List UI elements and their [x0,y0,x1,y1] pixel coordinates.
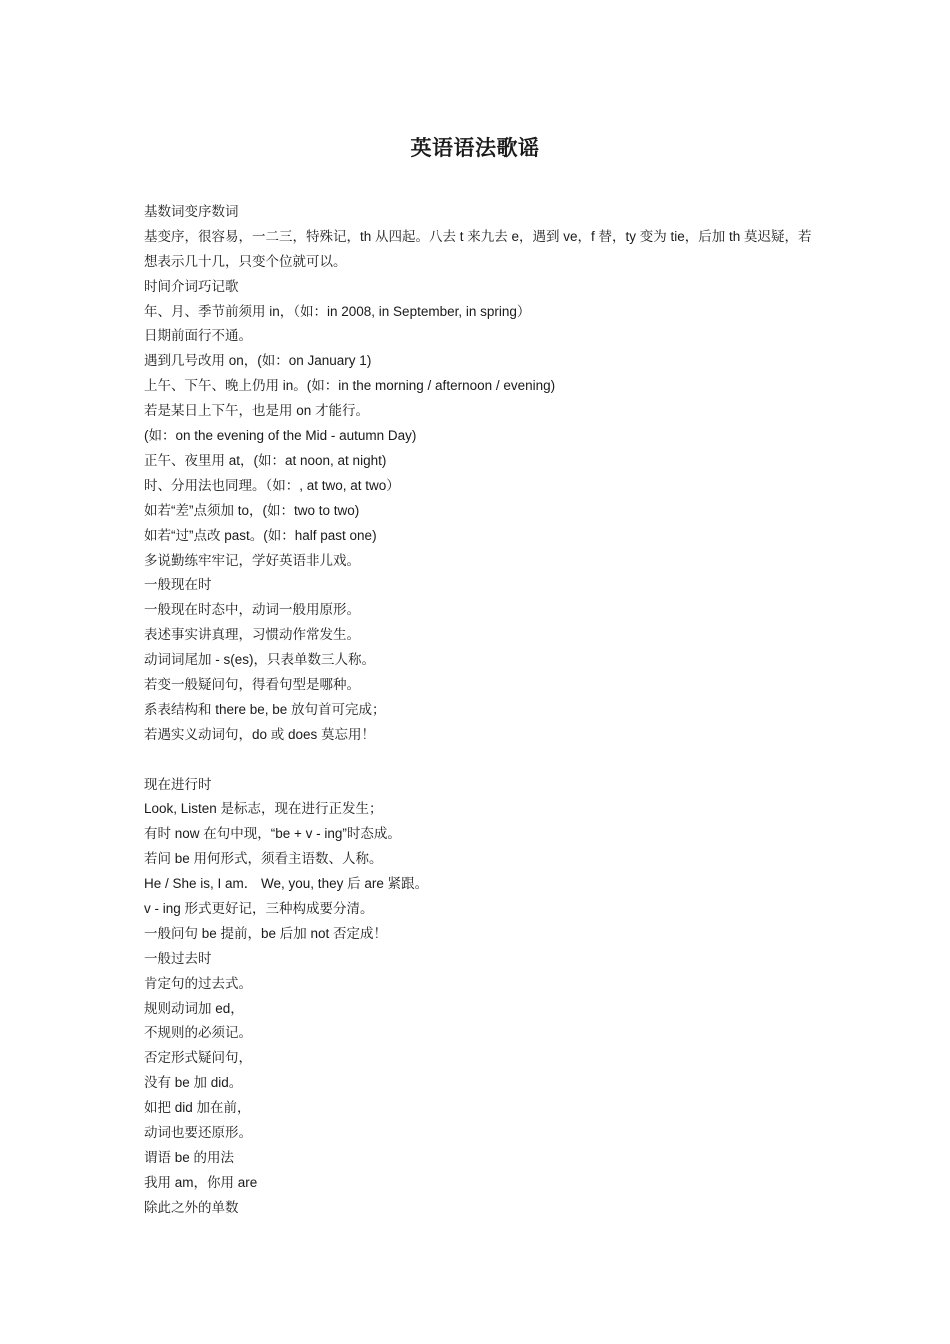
text-line: 日期前面行不通。 [144,328,252,344]
text-line: 正午、夜里用 at，(如：at noon, at night) [144,452,387,468]
text-line: 时、分用法也同理。（如：, at two, at two） [144,477,400,493]
text-line: 一般现在时 [144,577,212,593]
text-line: 肯定句的过去式。 [144,975,252,991]
text-line: 遇到几号改用 on，(如：on January 1) [144,353,372,369]
text-line: 如若“过”点改 past。(如：half past one) [144,527,377,543]
text-line: 若遇实义动词句，do 或 does 莫忘用！ [144,726,376,742]
text-line: 若问 be 用何形式，须看主语数、人称。 [144,851,383,867]
text-line: 若是某日上下午，也是用 on 才能行。 [144,403,370,419]
text-line: Look, Listen 是标志，现在进行正发生； [144,801,383,817]
text-line: 规则动词加 ed， [144,1000,244,1016]
text-line: 有时 now 在句中现，“be + v - ing”时态成。 [144,826,401,842]
text-line: 谓语 be 的用法 [144,1149,235,1165]
text-line: He / She is, I am． We, you, they 后 are 紧跟。 [144,876,429,892]
text-line: 系表结构和 there be, be 放句首可完成； [144,701,386,717]
text-line: 不规则的必须记。 [144,1025,252,1041]
text-line: 我用 am，你用 are [144,1174,258,1190]
text-line: 如若“差”点须加 to，(如：two to two) [144,502,360,518]
text-line: 一般现在时态中，动词一般用原形。 [144,602,360,618]
text-line: 动词也要还原形。 [144,1124,252,1140]
text-line: (如：on the evening of the Mid - autumn Day) [144,428,417,444]
text-line: 动词词尾加 - s(es)，只表单数三人称。 [144,652,375,668]
text-line: 时间介词巧记歌 [144,278,239,294]
blank-line [144,748,814,773]
text-line: 基数词变序数词 [144,204,239,219]
text-line: 年、月、季节前须用 in，（如：in 2008, in September, in spring） [144,303,531,319]
text-line: 多说勤练牢牢记，学好英语非儿戏。 [144,552,360,568]
text-line: 现在进行时 [144,776,212,792]
text-line: 一般过去时 [144,950,212,966]
text-line: 若变一般疑问句，得看句型是哪种。 [144,676,360,692]
text-line: 否定形式疑问句， [144,1050,252,1066]
text-line: 表述事实讲真理，习惯动作常发生。 [144,627,360,643]
text-line: 除此之外的单数 [144,1199,239,1215]
text-line: v - ing 形式更好记，三种构成要分清。 [144,900,374,916]
text-line: 如把 did 加在前， [144,1100,251,1116]
text-line: 一般问句 be 提前，be 后加 not 否定成！ [144,925,388,941]
text-line: 基变序，很容易，一二三，特殊记，th 从四起。八去 t 来九去 e，遇到 ve，f 替，ty 变为 tie，后加 th 莫迟疑，若想表示几十几，只变个位就可以。 [144,228,812,269]
document-body [144,200,814,1221]
document-title: 英语语法歌谣 [410,137,540,160]
text-line: 上午、下午、晚上仍用 in。(如：in the morning / afternoon / evening) [144,378,556,394]
text-line: 没有 be 加 did。 [144,1075,243,1091]
